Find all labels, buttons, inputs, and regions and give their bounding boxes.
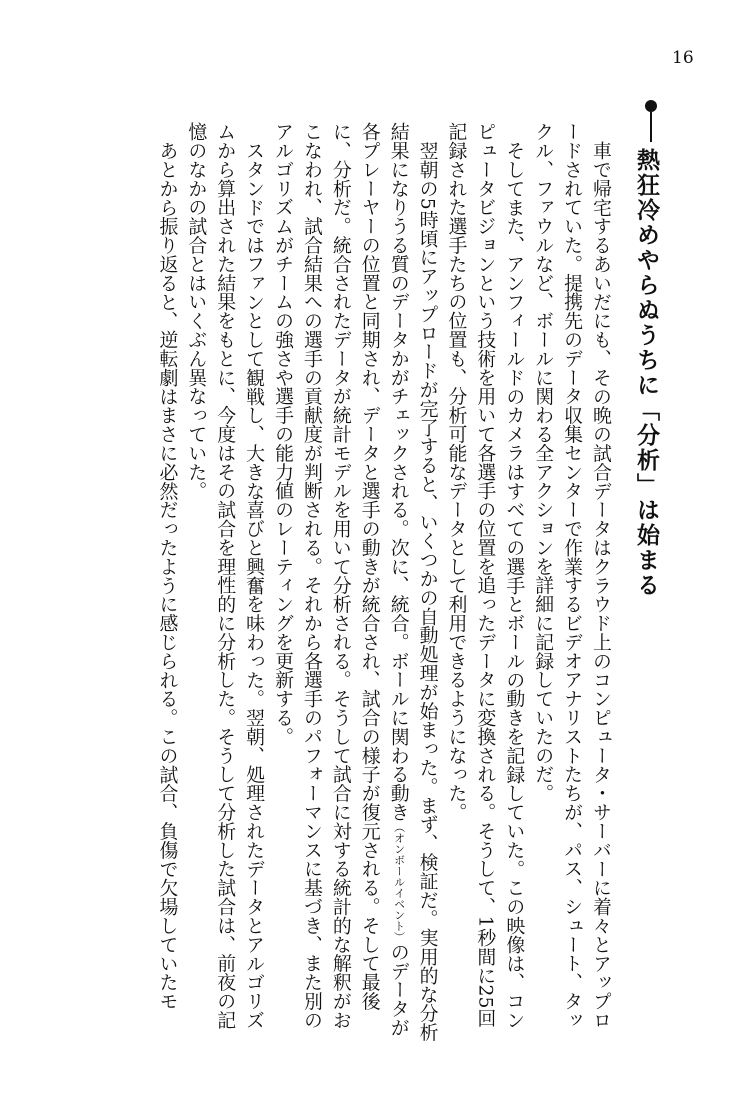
section-heading: 熱狂冷めやらぬうちに「分析」は始まる (633, 148, 659, 598)
page-number: 16 (672, 48, 694, 68)
inline-annotation: （オンボールイベント） (392, 821, 406, 943)
heading-bullet-icon (645, 100, 657, 112)
paragraph-text: 翌朝の5時頃にアップロードが完了すると、いくつかの自動処理が始まった。まず、検証だ。実用的な分析結果になりうる質のデータかがチェックされる。次に、統合。ボールに関わる動き (387, 122, 439, 1042)
body-text (98, 122, 615, 1042)
paragraph: そしてまた、アンフィールドのカメラはすべての選手とボールの動きを記録していた。この映像は、コンピュータビジョンという技術を用いて各選手の位置を追ったデータに変換される。そうして、1秒間に25回記録された選手たちの位置も、分析可能なデータとして利用できるようになった。 (445, 122, 526, 1030)
paragraph-text: のデータが各プレーヤーの位置と同期され、データと選手の動きが統合され、試合の様子が復元される。そして最後に、分析だ。統合されたデータが統計モデルを用いて分析される。そうして試合に対する統計的な解釈がおこなわれ、試合結果への選手の貢献度が判断される。それから各選手のパフォーマンスに基づき、また別のアルゴリズムがチームの強さや選手の能力値のレーティングを更新する。 (272, 122, 410, 1037)
paragraph: スタンドではファンとして観戦し、大きな喜びと興奮を味わった。翌朝、処理されたデータとアルゴリズムから算出された結果をもとに、今度はその試合を理性的に分析した。そうして分析した試合は、前夜の記憶のなかの試合とはいくぶん異なっていた。 (185, 122, 266, 1030)
heading-rule (650, 112, 652, 142)
paragraph (268, 122, 441, 1042)
paragraph: あとから振り返ると、逆転劇はまさに必然だったように感じられる。この試合、負傷で欠場していたモ (156, 140, 179, 1011)
paragraph: 車で帰宅するあいだにも、その晩の試合データはクラウド上のコンピュータ・サーバーに着々とアップロードされていた。提携先のデータ収集センターで作業するビデオアナリストたちが、パス、シュート、タックル、ファウルなど、ボールに関わる全アクションを詳細に記録していたのだ。 (532, 122, 612, 1030)
